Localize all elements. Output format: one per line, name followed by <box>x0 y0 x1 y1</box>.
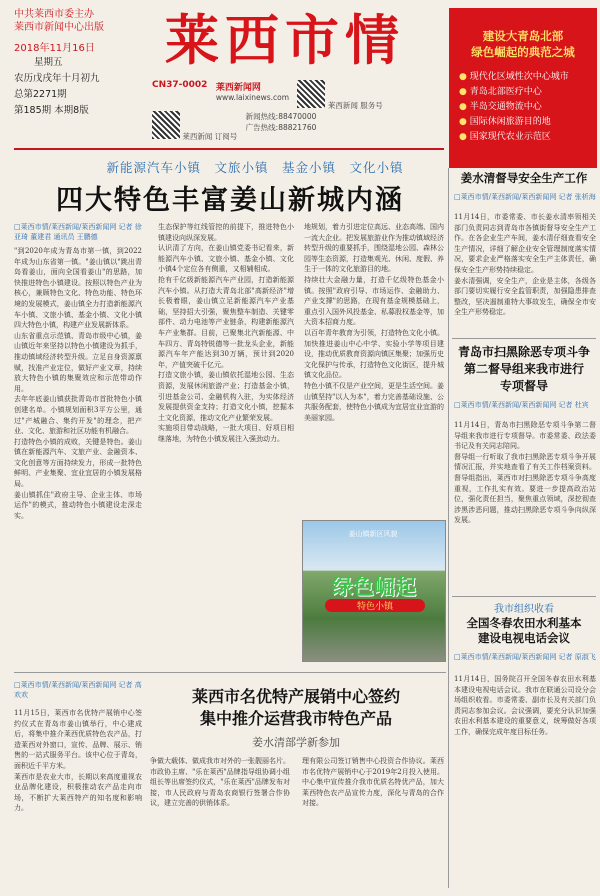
section-divider <box>14 672 446 673</box>
lead-column-3: 地规划，着力引进定位高远、业态高端、国内一流大企业。把发展旅游业作为推动镇域经济转型升级的重要抓手，围绕湿地公园、森林公园等生态资源，打造集观光、休闲、度假、养生于一体的文化旅游目的地。 持续壮大金融力量，打造千亿级特色基金小镇。按照"政府引导、市场运作、金融助力、产业支撑"的思路，在现有基金规模基础上，重点引入国外风投基金、私募股权基金等，加大资本招商力度。 以百年青年教育为引领，打造特色文化小镇。加快推进姜山中心中学、实验小学等项目建设，推动优质教育资源向镇区集聚；加强历史文化保护与传承，打造特色文化街区，提升城镇文化品位。 特色小镇不仅是产业空间，更是生活空间。姜山镇坚持"以人为本"，着力完善基础设施、公共服务配套，使特色小镇成为宜居宜业宜游的美丽家园。 <box>304 223 444 422</box>
service-account-label: 莱西新闻 服务号 <box>327 101 383 110</box>
page-count: 本期8版 <box>54 105 89 116</box>
section-divider <box>452 338 596 339</box>
masthead-info <box>14 8 144 119</box>
issue-date: 2018年11月16日 <box>14 43 95 54</box>
story2-column-3: 理有限公司签订销售中心投资合作协议。莱西市名优特产展销中心于2019年2月投入使用。中心集中宣传推介我市优质名特优产品，加大莱西特色农产品宣传力度，深化与青岛的合作对接。 <box>302 757 444 808</box>
photo-caption: 姜山镇新区风貌 <box>348 530 398 538</box>
r1-byline: □莱西市情/莱西新闻/莱西新闻网 记者 张析海 <box>454 193 596 201</box>
promo-item: ● 国际休闲旅游目的地 <box>459 115 597 130</box>
r2-headline <box>452 344 596 395</box>
newspaper-title: 莱西市情 <box>165 8 405 72</box>
story2-headline-1: 莱西市名优特产展销中心签约 <box>191 687 400 706</box>
photo-ribbon: 特色小镇 <box>325 599 425 612</box>
r2-byline: □莱西市情/莱西新闻/莱西新闻网 记者 杜宾 <box>454 401 589 409</box>
lunar-date: 农历戊戌年十月初九 <box>14 73 100 84</box>
story2-subhead: 姜水清部学新参加 <box>252 736 340 749</box>
r3-headline-1: 全国冬春农田水利基本 <box>466 616 582 630</box>
promo-headline-2: 绿色崛起的典范之城 <box>471 45 575 59</box>
lead-headline: 四大特色丰富姜山新城内涵 <box>56 185 404 216</box>
town-photo <box>302 520 446 662</box>
promo-item: ● 国家现代农业示范区 <box>459 130 597 145</box>
r2-headline-1: 青岛市扫黑除恶专项斗争 <box>457 345 590 359</box>
promo-headline-1: 建设大青岛北部 <box>482 29 564 43</box>
promo-item: ● 青岛北部医疗中心 <box>459 85 597 100</box>
news-site-url[interactable]: www.laixinews.com <box>215 93 290 102</box>
promo-item: ● 半岛交通物流中心 <box>459 100 597 115</box>
lead-byline: □莱西市情/莱西新闻/莱西新闻网 记者 徐亚琦 董建君 通讯员 王鹏德 <box>14 223 142 241</box>
r2-body: 11月14日，青岛市扫黑除恶专项斗争第二督导组来我市进行专项督导。市委常委、政法委书记及有关同志陪同。 督导组一行听取了我市扫黑除恶专项斗争开展情况汇报，并实地查看了有关工作档案资料。督导组指出，莱西市对扫黑除恶专项斗争高度重视，工作扎实有效。要进一步提高政治站位，强化责任担当，聚焦重点领域，深挖彻查涉黑涉恶问题，推动扫黑除恶专项斗争向纵深发展。 <box>454 421 596 525</box>
owner-line-1: 中共莱西市委主办 <box>14 9 94 20</box>
promo-list <box>459 70 597 145</box>
photo-banner-text: 绿色崛起 <box>332 575 416 599</box>
promo-box <box>449 8 597 168</box>
r2-headline-3: 专项督导 <box>499 379 548 393</box>
qr-code-icon <box>297 80 325 108</box>
news-hotline: 新闻热线:88470000 <box>245 112 317 121</box>
masthead-strip <box>152 80 442 141</box>
total-issue: 总第2271期 <box>14 89 67 100</box>
lead-kicker: 新能源汽车小镇 文旅小镇 基金小镇 文化小镇 <box>106 160 404 175</box>
story2-byline: □莱西市情/莱西新闻/莱西新闻网 记者 高欢欢 <box>14 681 142 699</box>
column-divider <box>448 168 449 888</box>
story2-column-1: 11月15日，莱西市名优特产展销中心签约仪式在青岛市姜山镇举行，中心建成后，将集中推介莱西优质特色农产品，打造莱西对外窗口，宣传、品牌、展示、销售的一站式服务平台。该中心位于青岛，面积近千平方米。 莱西市是农业大市，长期以来高度重视农业品牌化建设，积极推动农产品走向市场，不断扩大莱西特产的知名度和影响力。 <box>14 709 142 813</box>
r3-byline: □莱西市情/莱西新闻/莱西新闻网 记者 原淑飞 <box>454 653 596 661</box>
promo-item: ● 现代化区域性次中心城市 <box>459 70 597 85</box>
r3-body: 11月14日，国务院召开全国冬春农田水利基本建设电视电话会议。我市在联通公司设分会场组织收看。市委常委、副市长及有关部门负责同志参加会议。会议强调，要充分认识加强农田水利基本建设的重要意义，统筹做好各项工作，确保完成年度目标任务。 <box>454 675 596 736</box>
lead-column-2: 生态保护等红线管控的前提下，推进特色小镇建设向纵深发展。 认识清了方向，在姜山镇党委书记看来，新能源汽车小镇、文旅小镇、基金小镇、文化小镇4个定位各有侧重，又相辅相成。 抢有千亿级新能源汽车产业园，打造新能源汽车小镇。从打造大青岛北部"高新经济"增长极着眼，姜山镇立足新能源汽车产业基础，坚持招大引强，聚焦整车制造、关键零部件、动力电池等产业链条，构建新能源汽车产业集群。目前，已聚集北汽新能源、中车四方、青岛特锐德等一批龙头企业，新能源汽车年产能达到30万辆，预计到2020年，产值突破千亿元。 打造文旅小镇，姜山镇依托湿地公园、生态资源，发展休闲旅游产业；打造基金小镇，引进基金公司、金融机构入驻，为实体经济发展提供资金支持；打造文化小镇，挖掘本土文化资源，推动文化产业繁荣发展。 实施项目带动战略，一批大项目、好项目相继落地，为特色小镇发展注入强劲动力。 <box>158 223 294 443</box>
masthead-divider <box>14 148 444 150</box>
logo-caption: CN37-0002 <box>152 80 208 90</box>
r1-headline: 姜水清督导安全生产工作 <box>460 171 588 185</box>
r2-headline-2: 第二督导组来我市进行 <box>463 362 584 376</box>
r3-headline-2: 建设电视电话会议 <box>478 631 570 645</box>
r3-kicker: 我市组织收看 <box>494 604 554 615</box>
weekday: 星期五 <box>34 57 63 68</box>
qr-code-icon <box>152 111 180 139</box>
subscription-label: 莱西新闻 订阅号 <box>182 132 238 141</box>
section-divider <box>452 596 596 597</box>
issue-number: 第185期 <box>14 105 52 116</box>
r3-headline <box>452 616 596 646</box>
lead-column-1: "到2020年成为青岛市第一镇，到2022年成为山东省第一镇。"姜山镇以"跳出青岛看姜山，面向全国看姜山"的思路，加快推进特色小镇建设。按照以特色产业为核心，兼顾特色文化、特色功能、特色环境的发展模式，姜山镇全力打造新能源汽车小镇、文旅小镇、基金小镇、文化小镇四大特色小镇，构建产业发展新体系。 山东省重点示范镇、青岛市级中心镇，姜山镇近年来坚持以特色小镇建设为抓手，推动镇域经济转型升级。立足自身资源禀赋，找准产业定位，做好产业文章，持续放大特色小镇的集聚效应和示范带动作用。 去年年底姜山镇获批青岛市首批特色小镇创建名单。小镇规划面积3平方公里，通过"产城融合、集约开发"的理念，把产业、文化、旅游和社区功能有机融合。 打造特色小镇的成败，关键是特色。姜山镇在新能源汽车、文旅产业、金融资本、文化创意等方面持续发力，形成一批特色鲜明、产业集聚、宜业宜居的小镇发展格局。 姜山镇抓住"政府主导、企业主体、市场运作"的模式，推动特色小镇建设走深走实。 <box>14 247 142 520</box>
ad-hotline: 广告热线:88821760 <box>245 123 317 132</box>
story2-headline <box>146 686 446 730</box>
r1-body: 11月14日，市委常委、市长姜水清率领相关部门负责同志到青岛市各镇街督导安全生产工作。在各企业生产车间，姜水清仔细查看安全生产情况，详细了解企业安全管理制度落实情况，要求企业严格落实安全生产主体责任，确保安全生产形势持续稳定。 姜水清强调，安全生产，企业是主体，各级各部门要切实履行安全监管职责，加强隐患排查整改，坚决遏制重特大事故发生，确保全市安全生产形势稳定。 <box>454 213 596 317</box>
story2-headline-2: 集中推介运营我市特色产品 <box>199 709 392 728</box>
story2-column-2: 争做大载体、做成我市对外的一张靓丽名片。 市政协主席、"乐在莱西"品牌指导组协调小组组长等出席签约仪式，"乐在莱西"品牌发布对接，市人民政府与青岛农商银行签署合作协议，建立完善的供销体系。 <box>150 757 290 808</box>
owner-line-2: 莱西市新闻中心出版 <box>14 22 104 33</box>
news-site-logo: 莱西新闻网 <box>215 83 261 93</box>
